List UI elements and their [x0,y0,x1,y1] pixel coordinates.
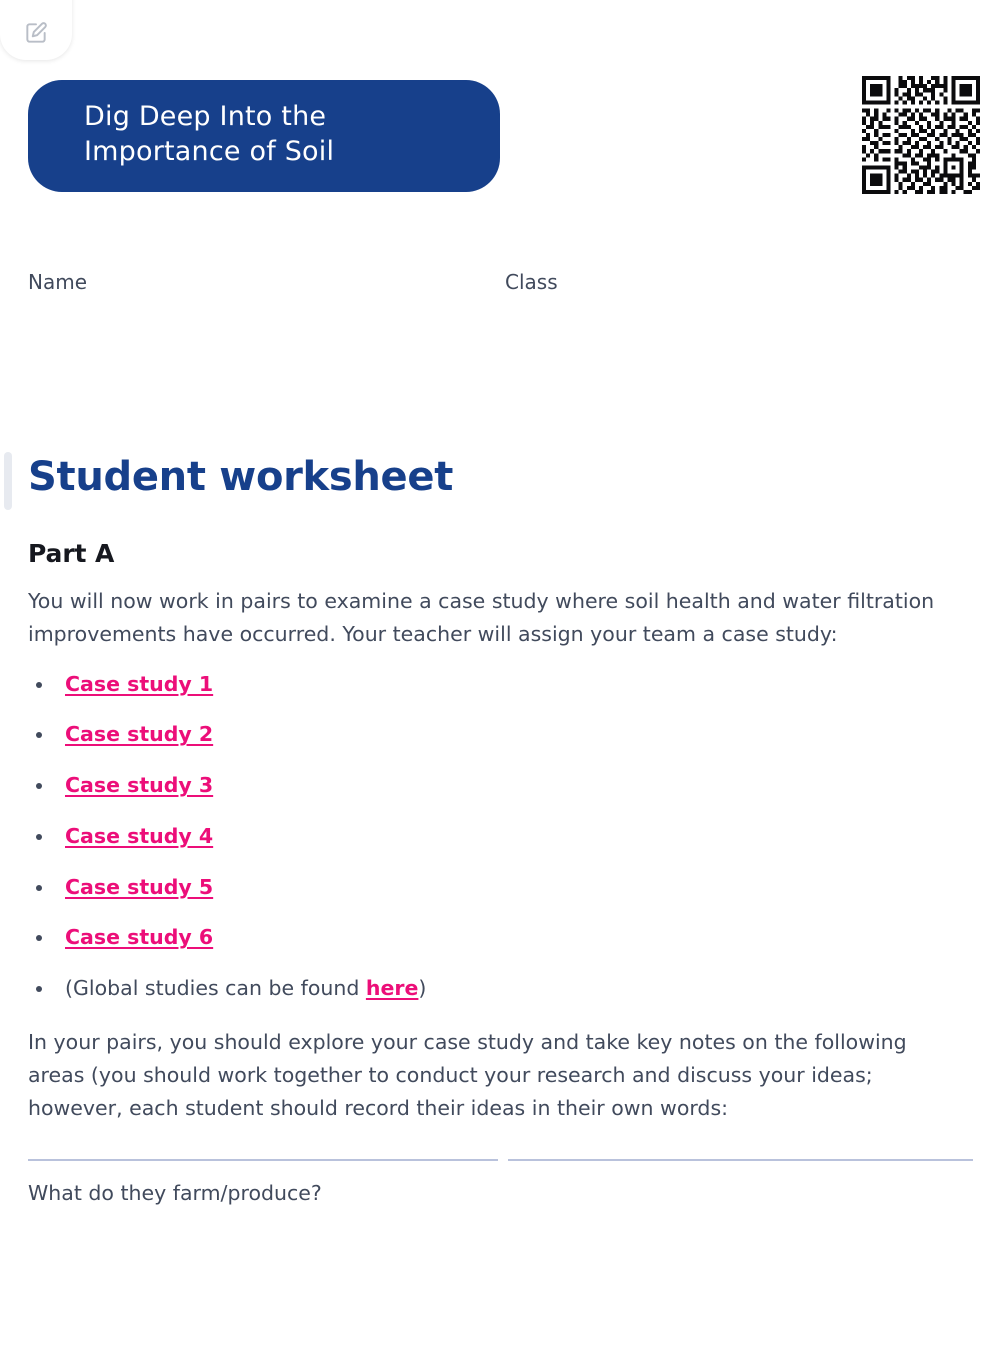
instructions-paragraph: In your pairs, you should explore your case study and take key notes on the following areas (you should work together to conduct your research and discuss your ideas; however, each student should record their ideas in their own words: [28,1029,907,1121]
banner-title-text: Dig Deep Into the Importance of Soil [84,101,335,167]
global-studies-here-link[interactable]: here [365,975,419,1000]
case-study-list [28,671,980,1003]
list-item [28,874,980,902]
global-studies-prefix: (Global studies can be found [65,975,366,1000]
case-study-3-link[interactable]: Case study 3 [65,773,214,798]
list-item [28,721,980,749]
edit-pencil-square-icon [23,20,49,46]
case-study-4-link[interactable]: Case study 4 [65,823,214,848]
intro-paragraph: You will now work in pairs to examine a case study where soil health and water filtration improvements have occurred. Your teacher will assign your team a case study: [28,589,935,647]
class-label: Class [505,270,558,294]
part-a-heading: Part A [28,539,115,568]
table-question-cell: What do they farm/produce? [28,1181,322,1205]
table-header-divider [0,1159,1008,1161]
worksheet-title-banner [28,80,500,192]
case-study-5-link[interactable]: Case study 5 [65,874,214,899]
list-item [28,924,980,952]
divider-column-2 [508,1159,973,1161]
list-item [28,823,980,851]
list-item [28,772,980,800]
worksheet-content [0,440,1008,1126]
divider-column-1 [28,1159,498,1161]
list-item-global-studies [28,975,980,1003]
divider-gap [498,1159,508,1161]
page-title: Student worksheet [28,454,454,500]
name-label: Name [28,270,88,294]
qr-code-icon[interactable] [862,76,980,194]
block-handle-indicator[interactable] [4,452,12,510]
student-meta-row [28,270,948,294]
edit-button[interactable] [0,0,72,60]
global-studies-suffix: ) [418,975,427,1000]
case-study-2-link[interactable]: Case study 2 [65,722,214,747]
case-study-6-link[interactable]: Case study 6 [65,925,214,950]
worksheet-title-row [28,440,980,514]
case-study-1-link[interactable]: Case study 1 [65,671,214,696]
list-item [28,671,980,699]
